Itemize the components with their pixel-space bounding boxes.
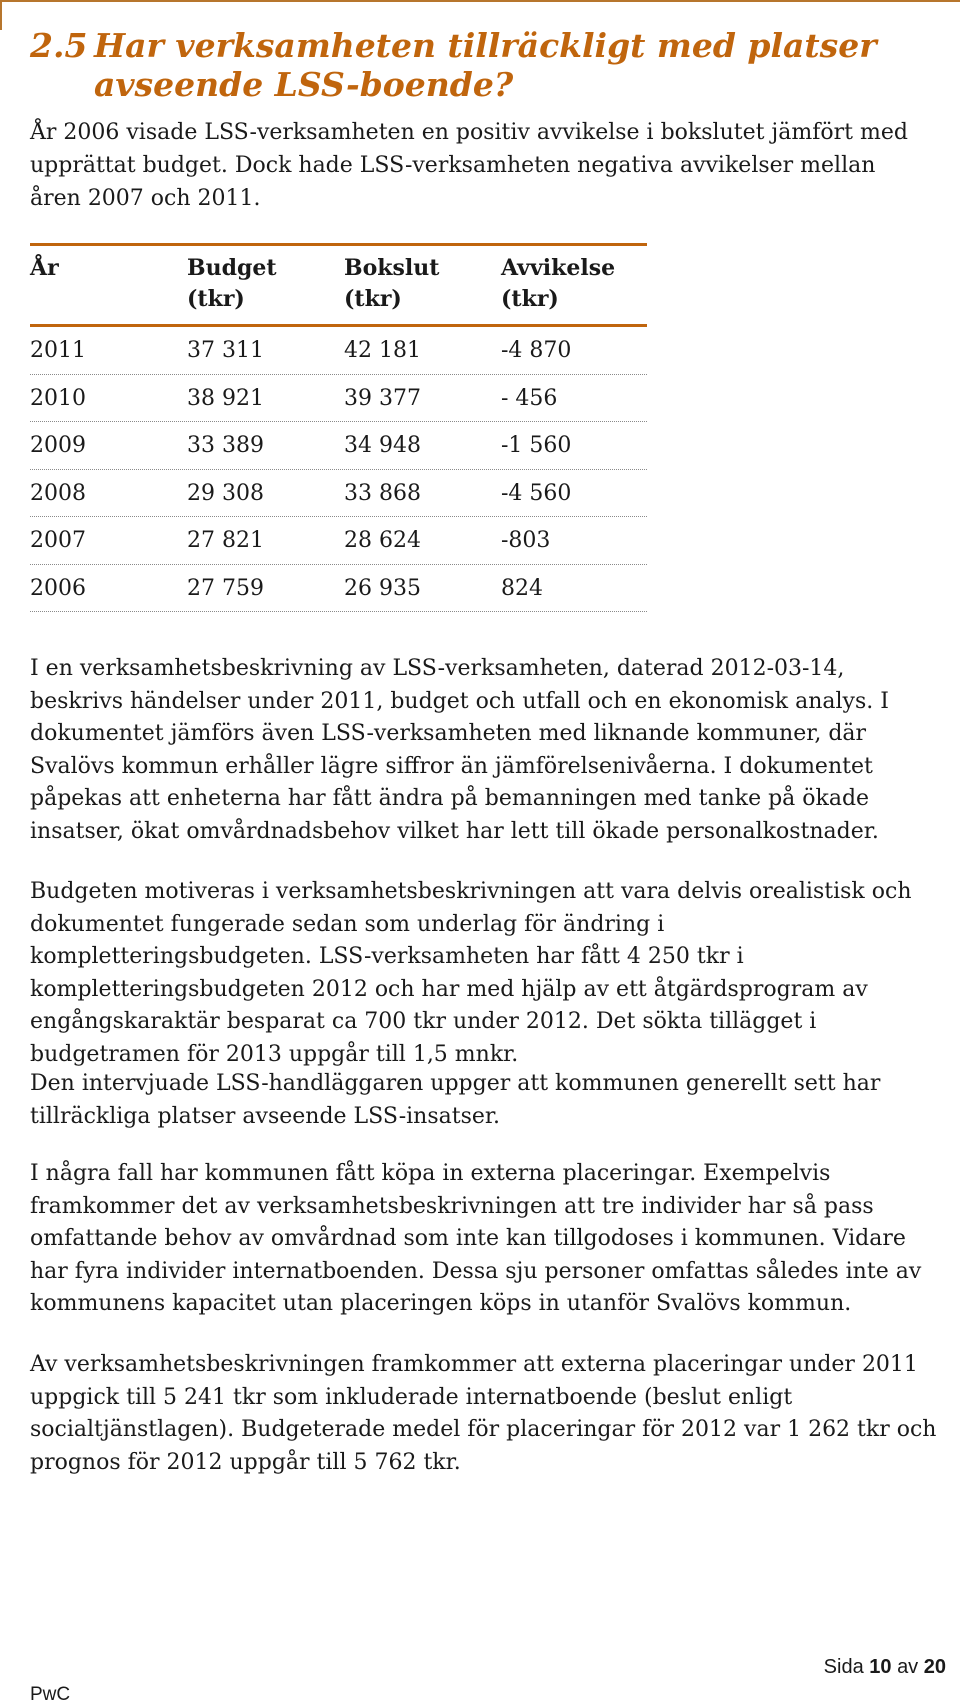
cell-bokslut: 34 948 — [344, 433, 421, 459]
header-avvikelse — [501, 253, 647, 324]
page-separator: av — [897, 1656, 919, 1678]
header-budget-unit: (tkr) — [187, 286, 245, 312]
header-year-label: År — [30, 255, 59, 281]
table-header-row — [30, 246, 647, 324]
cell-bokslut: 42 181 — [344, 338, 421, 364]
corner-rule — [0, 0, 2, 30]
cell-budget: 33 389 — [187, 433, 264, 459]
header-avvikelse-unit: (tkr) — [501, 286, 559, 312]
table-row — [30, 327, 647, 375]
page-label: Sida — [823, 1656, 864, 1678]
paragraph-handlaggare: Den intervjuade LSS-handläggaren uppger att kommunen generellt sett har tillräckliga platser avseende LSS-insatser. — [30, 1071, 881, 1129]
header-bokslut-label: Bokslut — [344, 255, 440, 281]
section-number: 2.5 — [30, 26, 88, 65]
table-row — [30, 517, 647, 565]
cell-budget: 27 759 — [187, 575, 264, 601]
heading-line-1: Har verksamheten tillräckligt med platser — [94, 26, 877, 65]
table-row — [30, 470, 647, 518]
cell-bokslut: 28 624 — [344, 528, 421, 554]
cell-year: 2009 — [30, 433, 86, 459]
header-bokslut — [344, 253, 501, 324]
header-bokslut-unit: (tkr) — [344, 286, 402, 312]
cell-avvikelse: -1 560 — [501, 433, 572, 459]
cell-year: 2008 — [30, 480, 86, 506]
cell-avvikelse: -803 — [501, 528, 551, 554]
budget-table — [30, 243, 647, 612]
paragraph-verksamhetsbeskrivning: I en verksamhetsbeskrivning av LSS-verksamheten, daterad 2012-03-14, beskrivs händelser under 2011, budget och utfall och en ekonomisk analys. I dokumentet jämförs även LSS-verksamheten med liknande kommuner, där Svalövs kommun erhåller lägre siffror än jämförelsenivåerna. I dokumentet påpekas att enheterna har fått ändra på bemanningen med tanke på ökade insatser, ökat omvårdnadsbehov vilket har lett till ökade personalkostnader. — [30, 656, 889, 844]
page-current: 10 — [869, 1656, 892, 1678]
cell-budget: 27 821 — [187, 528, 264, 554]
cell-budget: 37 311 — [187, 338, 264, 364]
paragraph-kostnader: Av verksamhetsbeskrivningen framkommer att externa placeringar under 2011 uppgick till 5 241 tkr som inkluderade internatboende (beslut enligt socialtjänstlagen). Budgeterade medel för placeringar för 2012 var 1 262 tkr och prognos för 2012 uppgår till 5 762 tkr. — [30, 1352, 937, 1475]
table-row — [30, 565, 647, 613]
header-avvikelse-label: Avvikelse — [501, 255, 616, 281]
paragraph-externa-placeringar: I några fall har kommunen fått köpa in externa placeringar. Exempelvis framkommer det av verksamhetsbeskrivningen att tre individer har så pass omfattande behov av omvårdnad som inte kan tillgodoses i kommunen. Vidare har fyra individer internatboenden. Dessa sju personer omfattas således inte av kommunens kapacitet utan placeringen köps in utanför Svalövs kommun. — [30, 1161, 922, 1316]
cell-year: 2006 — [30, 575, 86, 601]
cell-avvikelse: 824 — [501, 575, 543, 601]
page-number — [824, 1655, 946, 1679]
cell-budget: 29 308 — [187, 480, 264, 506]
heading-line-2: avseende LSS-boende? — [94, 65, 514, 104]
cell-bokslut: 33 868 — [344, 480, 421, 506]
page-total: 20 — [923, 1656, 946, 1678]
cell-bokslut: 26 935 — [344, 575, 421, 601]
cell-avvikelse: - 456 — [501, 385, 558, 411]
cell-year: 2007 — [30, 528, 86, 554]
cell-budget: 38 921 — [187, 385, 264, 411]
cell-year: 2010 — [30, 385, 86, 411]
footer-brand: PwC — [30, 1684, 71, 1705]
cell-avvikelse: -4 870 — [501, 338, 572, 364]
top-rule — [0, 0, 960, 2]
table-row — [30, 422, 647, 470]
section-heading — [30, 26, 930, 104]
cell-bokslut: 39 377 — [344, 385, 421, 411]
header-year — [30, 253, 187, 324]
table-row — [30, 375, 647, 423]
cell-year: 2011 — [30, 338, 86, 364]
paragraph-budget: Budgeten motiveras i verksamhetsbeskrivningen att vara delvis orealistisk och dokumentet fungerade sedan som underlag för ändring i kompletteringsbudgeten. LSS-verksamheten har fått 4 250 tkr i kompletteringsbudgeten 2012 och har med hjälp av ett åtgärdsprogram av engångskaraktär besparat ca 700 tkr under 2012. Det sökta tillägget i budgetramen för 2013 uppgår till 1,5 mnkr. — [30, 879, 912, 1067]
cell-avvikelse: -4 560 — [501, 480, 572, 506]
intro-paragraph: År 2006 visade LSS-verksamheten en positiv avvikelse i bokslutet jämfört med upprättat budget. Dock hade LSS-verksamheten negativa avvikelser mellan åren 2007 och 2011. — [30, 120, 908, 211]
header-budget-label: Budget — [187, 255, 277, 281]
header-budget — [187, 253, 344, 324]
